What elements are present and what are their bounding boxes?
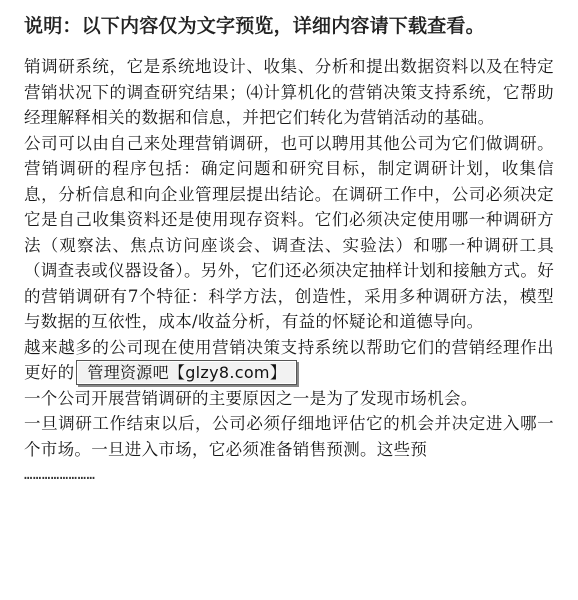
- document-page: [24, 10, 554, 484]
- site-watermark: 管理资源吧【glzy8.com】: [76, 360, 297, 385]
- paragraph-1: 销调研系统，它是系统地设计、收集、分析和提出数据资料以及在特定营销状况下的调查研究结果；⑷计算机化的营销决策支持系统，它帮助经理解释相关的数据和信息，并把它们转化为营销活动的基础。: [24, 57, 554, 127]
- paragraph-2: 公司可以由自己来处理营销调研，也可以聘用其他公司为它们做调研。营销调研的程序包括：确定问题和研究目标，制定调研计划，收集信息，分析信息和向企业管理层提出结论。在调研工作中，公司必须决定它是自己收集资料还是使用现存资料。它们必须决定使用哪一种调研方法（观察法、焦点访问座谈会、调查法、实验法）和哪一种调研工具（调查表或仪器设备）。另外，它们还必须决定抽样计划和接触方式。好的营销调研有7个特征：科学方法，创造性，采用多种调研方法，模型与数据的互依性，成本/收益分析，有益的怀疑论和道德导向。: [24, 133, 554, 331]
- paragraph-5: 一旦调研工作结束以后，公司必须仔细地评估它的机会并决定进入哪一个市场。一旦进入市场，它必须准备销售预测。这些预: [24, 414, 554, 459]
- paragraph-4: 一个公司开展营销调研的主要原因之一是为了发现市场机会。: [24, 388, 478, 408]
- preview-notice: 说明：以下内容仅为文字预览，详细内容请下载查看。: [24, 15, 485, 37]
- truncation-ellipsis: ……………………: [24, 467, 96, 483]
- paragraph-3-text: 越来越多的公司现在使用营销决策支持系统以帮助它们的营销经理作出更好的: [24, 337, 554, 382]
- paragraph-3: [24, 335, 554, 386]
- document-body: [24, 54, 554, 462]
